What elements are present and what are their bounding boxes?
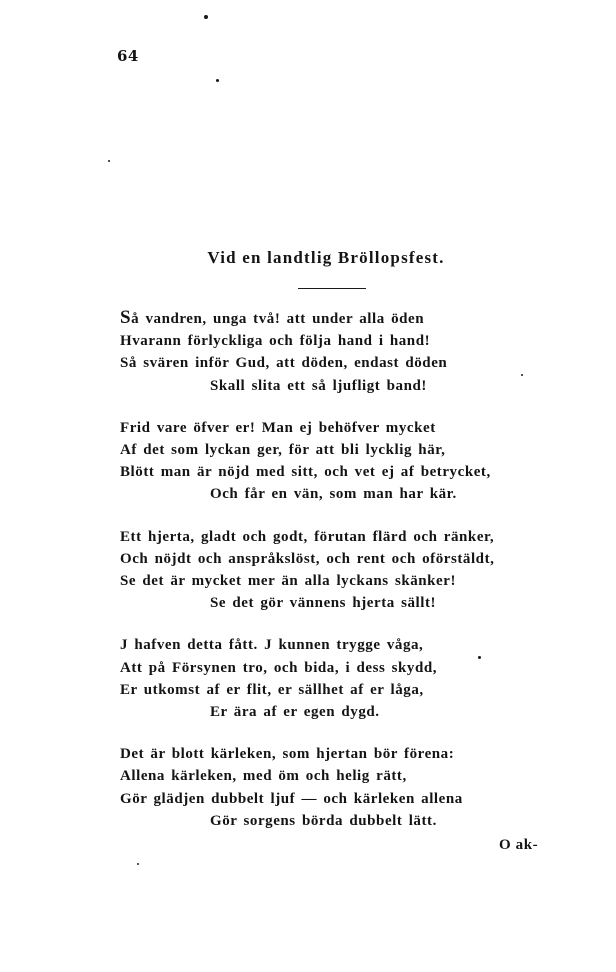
ink-speck [521, 374, 523, 376]
poem-line: Frid vare öfver er! Man ej behöfver mycket [120, 419, 436, 436]
poem-line: Se det är mycket mer än alla lyckans skänker! [120, 573, 457, 590]
poem-line: Att på Försynen tro, och bida, i dess skydd, [120, 659, 438, 676]
poem-title: Vid en landtlig Bröllopsfest. [207, 248, 445, 267]
first-line-rest: å vandren, unga två! att under alla öden [131, 311, 425, 327]
poem-line-refrain: Och får en vän, som man har kär. [210, 486, 457, 503]
poem-line: Blött man är nöjd med sitt, och vet ej af betrycket, [120, 464, 491, 481]
catchword: O ak- [499, 837, 539, 853]
poem-line: Hvarann förlyckliga och följa hand i hand! [120, 333, 431, 350]
ink-speck [216, 79, 219, 82]
initial-letter: S [120, 307, 132, 328]
poem-line: Gör glädjen dubbelt ljuf — och kärleken allena [120, 790, 463, 807]
stanza [120, 308, 520, 397]
poem-line: Ett hjerta, gladt och godt, förutan flärd och ränker, [120, 528, 495, 545]
stanza [120, 634, 520, 723]
poem-line: Det är blott kärleken, som hjertan bör förena: [120, 746, 455, 763]
ink-speck [204, 15, 208, 19]
stanza [120, 743, 520, 832]
poem-line-refrain: Er ära af er egen dygd. [210, 704, 380, 721]
poem-line: Och nöjdt och anspråkslöst, och rent och oförstäldt, [120, 550, 495, 567]
ink-speck [137, 863, 139, 865]
ink-speck [108, 160, 110, 162]
poem-line: Er utkomst af er flit, er sällhet af er låga, [120, 681, 424, 698]
poem-body [120, 308, 520, 852]
poem-line-first [120, 308, 520, 330]
page-number: 64 [117, 47, 139, 65]
poem-line-refrain: Skall slita ett så ljufligt band! [210, 377, 427, 394]
poem-line-refrain: Se det gör vännens hjerta sällt! [210, 595, 437, 612]
poem-line: Af det som lyckan ger, för att bli lycklig här, [120, 442, 446, 459]
poem-line: Allena kärleken, med öm och helig rätt, [120, 768, 407, 785]
stanza [120, 417, 520, 506]
poem-line: Så svären inför Gud, att döden, endast döden [120, 355, 448, 372]
title-rule [298, 288, 366, 289]
stanza [120, 526, 520, 615]
poem-line: J hafven detta fått. J kunnen trygge våga, [120, 637, 424, 654]
poem-line-refrain: Gör sorgens börda dubbelt lätt. [210, 812, 437, 829]
